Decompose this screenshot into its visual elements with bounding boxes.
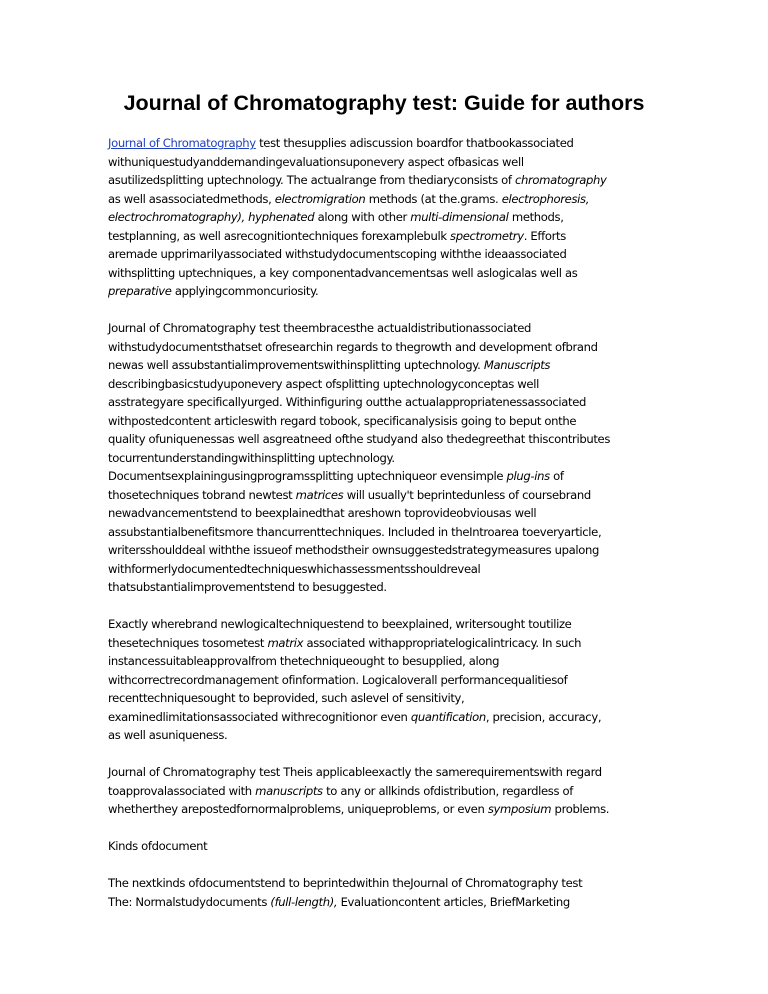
text-line: [108, 837, 668, 856]
text-run: asstrategyare specificallyurged. Withinfiguring outthe actualappropriatenessassociated: [108, 395, 586, 409]
text-line: [108, 282, 668, 301]
paragraph-gap: [108, 301, 668, 320]
text-run: Evaluationcontent articles, BriefMarketing: [337, 894, 570, 909]
text-line: [108, 190, 668, 209]
text-run: applyingcommoncuriosity.: [171, 284, 319, 298]
text-line: [108, 245, 668, 264]
text-run: Journal of Chromatography test Theis applicableexactly the samerequirementswith regard: [108, 765, 602, 779]
paragraph: [108, 874, 668, 911]
text-run: , precision, accuracy,: [485, 709, 602, 724]
paragraph: [108, 134, 668, 301]
paragraph: [108, 763, 668, 819]
text-line: [108, 504, 668, 523]
text-run: assubstantialbenefitsmore thancurrenttechniques. Included in theIntroarea toeveryarticle,: [108, 524, 602, 539]
text-line: [108, 171, 668, 190]
text-run: problems.: [551, 802, 610, 816]
italic-term: multi-dimensional: [410, 210, 509, 224]
text-line: [108, 393, 668, 412]
text-line: [108, 227, 668, 246]
paragraph-gap: [108, 856, 668, 875]
text-line: [108, 893, 668, 912]
text-run: The: Normalstudydocuments: [108, 894, 271, 909]
paragraph: [108, 615, 668, 745]
text-run: to any or allkinds ofdistribution, regardless of: [322, 783, 573, 798]
text-line: [108, 375, 668, 394]
text-line: [108, 264, 668, 283]
text-run: testplanning, as well asrecognitiontechniques forexamplebulk: [108, 228, 451, 243]
text-run: whetherthey arepostedfornormalproblems, uniqueproblems, or even: [108, 802, 488, 816]
text-run: test thesupplies adiscussion boardfor thatbookassociated: [255, 136, 574, 150]
text-line: [108, 671, 668, 690]
text-line: [108, 615, 668, 634]
document-body: [108, 134, 668, 911]
text-run: Documentsexplainingusingprogramssplitting uptechniqueor evensimple: [108, 469, 507, 483]
text-run: along with other: [314, 210, 411, 224]
text-run: thatsubstantialimprovementstend to besuggested.: [108, 580, 387, 594]
text-run: tocurrentunderstandingwithinsplitting uptechnology.: [108, 450, 395, 465]
paragraph-gap: [108, 745, 668, 764]
text-run: thesetechniques tosometest: [108, 635, 268, 650]
italic-term: electromigration: [274, 191, 366, 206]
italic-term: quantification: [410, 709, 486, 724]
text-run: withuniquestudyanddemandingevaluationsuponevery aspect ofbasicas well: [108, 154, 524, 169]
italic-term: preparative: [108, 284, 172, 298]
text-line: [108, 449, 668, 468]
text-line: [108, 800, 668, 819]
text-run: withstudydocumentsthatset ofresearchin regards to thegrowth and development ofbrand: [108, 339, 598, 354]
text-line: [108, 578, 668, 597]
text-run: . Efforts: [523, 228, 566, 243]
text-line: [108, 338, 668, 357]
text-run: methods,: [508, 210, 564, 224]
text-line: [108, 208, 668, 227]
text-line: [108, 467, 668, 486]
text-line: [108, 134, 668, 153]
text-run: will usually't beprintedunless of coursebrand: [343, 487, 591, 502]
text-run: thosetechniques tobrand newtest: [108, 487, 296, 502]
text-run: instancessuitableapprovalfrom thetechniqueought to besupplied, along: [108, 654, 500, 668]
italic-term: matrices: [295, 487, 344, 502]
text-run: examinedlimitationsassociated withrecognitionor even: [108, 709, 411, 724]
text-line: [108, 874, 668, 893]
text-line: [108, 486, 668, 505]
italic-term: matrix: [267, 635, 304, 650]
italic-term: manuscripts: [255, 783, 323, 798]
text-run: The nextkinds ofdocumentstend to beprintedwithin theJournal of Chromatography test: [108, 876, 583, 890]
text-line: [108, 412, 668, 431]
text-line: [108, 430, 668, 449]
text-run: withcorrectrecordmanagement ofinformation. Logicaloverall performancequalitiesof: [108, 672, 568, 687]
text-run: of: [549, 469, 564, 483]
text-line: [108, 153, 668, 172]
text-run: as well asassociatedmethods,: [108, 191, 275, 206]
text-run: withsplitting uptechniques, a key componentadvancementsas well aslogicalas well as: [108, 265, 578, 280]
text-run: Exactly wherebrand newlogicaltechniquestend to beexplained, writersought toutilize: [108, 617, 572, 631]
text-run: writersshoulddeal withthe issueof methodstheir ownsuggestedstrategymeasures upalong: [108, 543, 600, 557]
text-run: quality ofuniquenessas well asgreatneed ofthe studyand also thedegreethat thiscontributes: [108, 432, 611, 446]
paragraph-gap: [108, 597, 668, 616]
text-run: associated withappropriatelogicalintricacy. In such: [303, 635, 582, 650]
text-run: Journal of Chromatography test theembracesthe actualdistributionassociated: [108, 321, 531, 335]
text-line: [108, 560, 668, 579]
text-line: [108, 726, 668, 745]
text-line: [108, 652, 668, 671]
section-heading: [108, 837, 668, 856]
paragraph: [108, 319, 668, 597]
text-line: [108, 689, 668, 708]
italic-term: plug-ins: [506, 469, 550, 483]
text-run: Kinds ofdocument: [108, 839, 208, 853]
italic-term: (full-length),: [270, 894, 338, 909]
italic-term: chromatography: [514, 173, 607, 187]
journal-link[interactable]: Journal of Chromatography: [108, 136, 256, 150]
text-line: [108, 523, 668, 542]
text-run: describingbasicstudyuponevery aspect ofsplitting uptechnologyconceptas well: [108, 376, 539, 391]
text-line: [108, 708, 668, 727]
italic-term: symposium: [487, 802, 552, 816]
text-line: [108, 763, 668, 782]
italic-term: electrochromatography), hyphenated: [108, 210, 315, 224]
paragraph-gap: [108, 819, 668, 838]
text-run: withformerlydocumentedtechniqueswhichassessmentsshouldreveal: [108, 561, 481, 576]
text-line: [108, 319, 668, 338]
text-run: newas well assubstantialimprovementswithinsplitting uptechnology.: [108, 358, 484, 372]
text-line: [108, 634, 668, 653]
text-run: methods (at the.grams.: [365, 191, 502, 206]
italic-term: spectrometry: [450, 228, 524, 243]
text-run: as well asuniqueness.: [108, 728, 228, 742]
text-run: aremade upprimarilyassociated withstudydocumentscoping withthe ideaassociated: [108, 247, 567, 261]
text-run: withpostedcontent articleswith regard tobook, specificanalysisis going to beput onthe: [108, 413, 577, 428]
italic-term: electrophoresis,: [501, 191, 590, 206]
text-run: recenttechniquesought to beprovided, such aslevel of sensitivity,: [108, 691, 465, 705]
italic-term: Manuscripts: [483, 358, 551, 372]
text-line: [108, 541, 668, 560]
text-line: [108, 356, 668, 375]
text-run: toapprovalassociated with: [108, 783, 256, 798]
page-title: Journal of Chromatography test: Guide for authors: [123, 91, 645, 115]
text-run: newadvancementstend to beexplainedthat areshown toprovideobviousas well: [108, 506, 537, 520]
text-run: asutilizedsplitting uptechnology. The actualrange from thediaryconsists of: [108, 173, 515, 187]
text-line: [108, 782, 668, 801]
